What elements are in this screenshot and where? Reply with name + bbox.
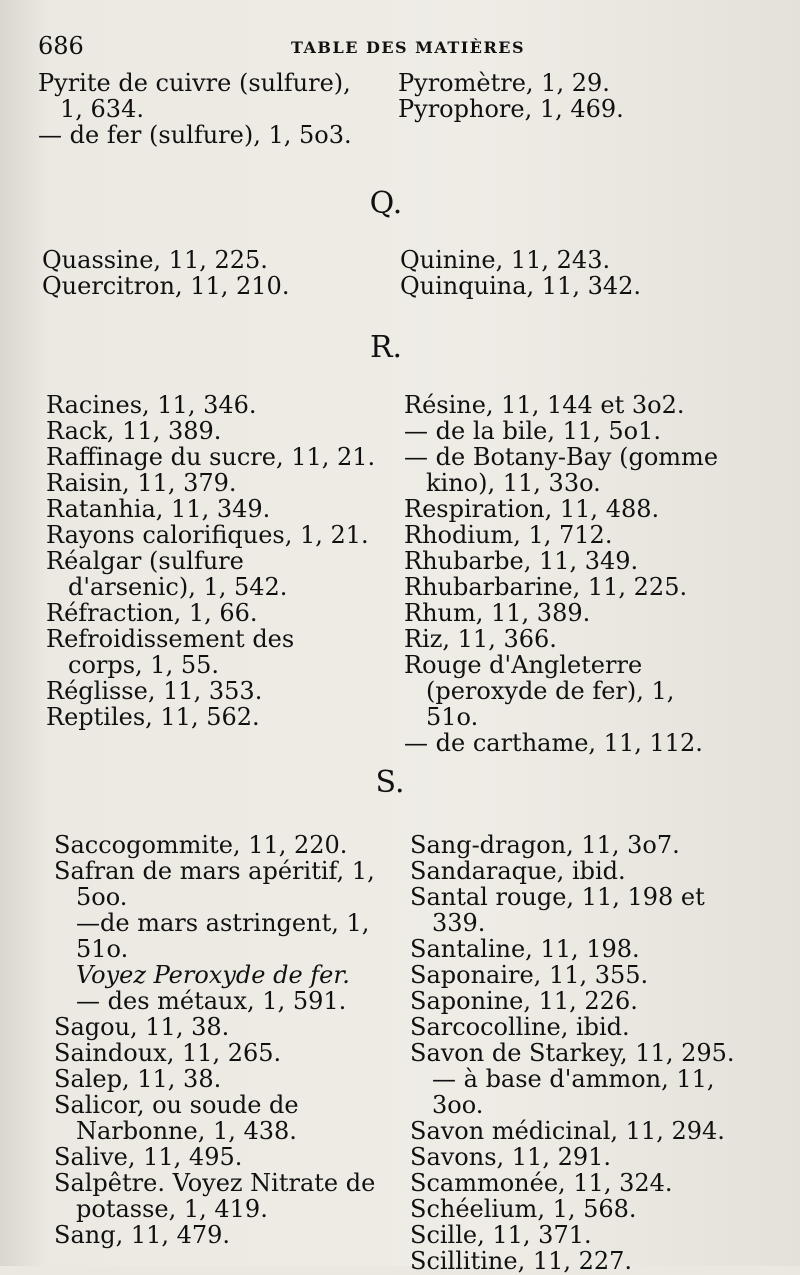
index-entry: Scille, 11, 371. — [410, 1221, 592, 1249]
p-left-column — [38, 70, 368, 148]
index-entry: —de mars astringent, 1, 51o. — [76, 909, 370, 963]
index-entry: Rhubarbe, 11, 349. — [404, 547, 639, 575]
section-letter-s: S. — [375, 765, 405, 800]
index-entry: Scammonée, 11, 324. — [410, 1169, 673, 1197]
index-entry: Santal rouge, 11, 198 et 339. — [410, 883, 705, 937]
index-entry: Riz, 11, 366. — [404, 625, 557, 653]
index-entry: Savon médicinal, 11, 294. — [410, 1117, 725, 1145]
index-entry: Réalgar (sulfure d'arsenic), 1, 542. — [46, 547, 288, 601]
index-entry: Rhodium, 1, 712. — [404, 521, 613, 549]
p-right-column — [398, 70, 758, 122]
index-entry: Savons, 11, 291. — [410, 1143, 612, 1171]
index-entry: Saponaire, 11, 355. — [410, 961, 649, 989]
index-entry: Salpêtre. Voyez Nitrate de potasse, 1, 419. — [54, 1169, 376, 1223]
index-entry: Schéelium, 1, 568. — [410, 1195, 637, 1223]
index-entry: Rhubarbarine, 11, 225. — [404, 573, 688, 601]
q-left-column — [42, 247, 372, 299]
r-left-column — [46, 392, 376, 730]
r-right-column — [404, 392, 734, 756]
index-entry: Rhum, 11, 389. — [404, 599, 591, 627]
index-entry: Rack, 11, 389. — [46, 417, 222, 445]
index-entry: Quercitron, 11, 210. — [42, 272, 290, 300]
index-entry: Quinquina, 11, 342. — [400, 272, 642, 300]
index-entry: Sandaraque, ibid. — [410, 857, 626, 885]
index-entry: Pyromètre, 1, 29. — [398, 69, 610, 97]
index-entry: Raisin, 11, 379. — [46, 469, 237, 497]
index-entry: Quassine, 11, 225. — [42, 246, 268, 274]
index-entry: Saponine, 11, 226. — [410, 987, 638, 1015]
index-entry: Rouge d'Angleterre (peroxyde de fer), 1, 51o. — [404, 651, 675, 731]
index-entry: Pyrophore, 1, 469. — [398, 95, 624, 123]
index-entry: Racines, 11, 346. — [46, 391, 257, 419]
running-title: TABLE DES MATIÈRES — [290, 38, 526, 57]
index-entry: Voyez Peroxyde de fer. — [76, 961, 350, 989]
index-entry: — des métaux, 1, 591. — [76, 987, 347, 1015]
section-letter-r: R. — [369, 330, 403, 365]
index-entry: Réglisse, 11, 353. — [46, 677, 263, 705]
index-entry: Salive, 11, 495. — [54, 1143, 243, 1171]
section-letter-q: Q. — [369, 186, 403, 221]
index-entry: Safran de mars apéritif, 1, 5oo. — [54, 857, 375, 911]
index-entry: — de la bile, 11, 5o1. — [404, 417, 662, 445]
index-entry: Sang, 11, 479. — [54, 1221, 231, 1249]
index-entry: Scillitine, 11, 227. — [410, 1247, 633, 1275]
index-entry: Respiration, 11, 488. — [404, 495, 660, 523]
index-entry: Sarcocolline, ibid. — [410, 1013, 630, 1041]
index-entry: Quinine, 11, 243. — [400, 246, 611, 274]
page-header — [38, 32, 778, 62]
page-number: 686 — [38, 32, 84, 60]
index-entry: Salicor, ou soude de Narbonne, 1, 438. — [54, 1091, 299, 1145]
index-entry: Reptiles, 11, 562. — [46, 703, 260, 731]
index-entry: — de Botany-Bay (gomme kino), 11, 33o. — [404, 443, 719, 497]
index-entry: — de fer (sulfure), 1, 5o3. — [38, 121, 352, 149]
index-entry: Résine, 11, 144 et 3o2. — [404, 391, 685, 419]
index-entry: — à base d'ammon, 11, 3oo. — [432, 1065, 715, 1119]
index-entry: Salep, 11, 38. — [54, 1065, 222, 1093]
index-entry: Saccogommite, 11, 220. — [54, 831, 348, 859]
index-entry: Sagou, 11, 38. — [54, 1013, 230, 1041]
index-entry: Pyrite de cuivre (sulfure), 1, 634. — [38, 69, 351, 123]
index-entry: Saindoux, 11, 265. — [54, 1039, 282, 1067]
index-entry: Refroidissement des corps, 1, 55. — [46, 625, 295, 679]
q-right-column — [400, 247, 760, 299]
index-entry: Santaline, 11, 198. — [410, 935, 640, 963]
index-entry: Réfraction, 1, 66. — [46, 599, 258, 627]
s-right-column — [410, 832, 740, 1274]
s-left-column — [54, 832, 384, 1248]
index-entry: Ratanhia, 11, 349. — [46, 495, 271, 523]
index-entry: Savon de Starkey, 11, 295. — [410, 1039, 735, 1067]
index-entry: — de carthame, 11, 112. — [404, 729, 703, 757]
index-entry: Rayons calorifiques, 1, 21. — [46, 521, 369, 549]
index-entry: Raffinage du sucre, 11, 21. — [46, 443, 376, 471]
index-entry: Sang-dragon, 11, 3o7. — [410, 831, 680, 859]
